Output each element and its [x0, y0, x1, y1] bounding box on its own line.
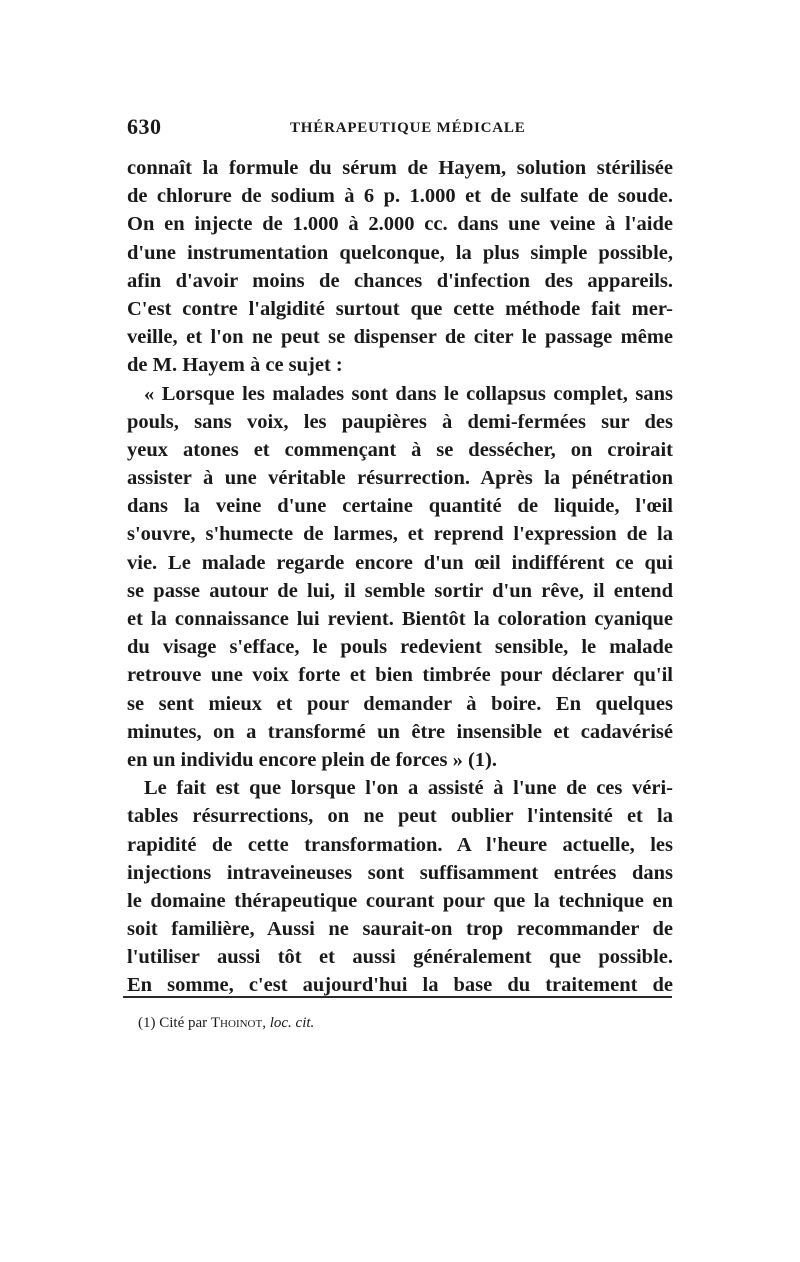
- page-header: [123, 112, 672, 142]
- text-line: du visage s'efface, le pouls redevient sensible, le malade: [127, 636, 673, 659]
- text-line: retrouve une voix forte et bien timbrée pour déclarer qu'il: [127, 664, 673, 687]
- text-line: de chlorure de sodium à 6 p. 1.000 et de sulfate de soude.: [127, 185, 673, 208]
- text-line: Le fait est que lorsque l'on a assisté à l'une de ces véri-: [144, 777, 673, 800]
- text-line: tables résurrections, on ne peut oublier l'intensité et la: [127, 805, 673, 828]
- text-line: se sent mieux et pour demander à boire. En quelques: [127, 692, 673, 715]
- text-line: l'utiliser aussi tôt et aussi généralement que possible.: [127, 946, 673, 969]
- text-line: et la connaissance lui revient. Bientôt la coloration cyanique: [127, 608, 673, 630]
- text-line: en un individu encore plein de forces » (1).: [127, 748, 497, 771]
- text-line: vie. Le malade regarde encore d'un œil indifférent ce qui: [127, 551, 673, 574]
- footnote-divider: [123, 996, 672, 998]
- text-line: C'est contre l'algidité surtout que cette méthode fait mer-: [127, 297, 673, 320]
- footnote-marker: (1) Cité par: [138, 1015, 208, 1031]
- text-line: En somme, c'est aujourd'hui la base du traitement de: [127, 974, 673, 997]
- text-line: minutes, on a transformé un être insensible et cadavérisé: [127, 720, 673, 743]
- text-line: yeux atones et commençant à se dessécher, on croirait: [127, 438, 673, 461]
- footnote: [138, 1012, 314, 1034]
- text-line: On en injecte de 1.000 à 2.000 cc. dans une veine à l'aide: [127, 213, 673, 236]
- text-line: connaît la formule du sérum de Hayem, solution stérilisée: [127, 157, 673, 179]
- text-line: d'une instrumentation quelconque, la plus simple possible,: [127, 241, 673, 264]
- text-line: veille, et l'on ne peut se dispenser de citer le passage même: [127, 326, 673, 349]
- text-line: soit familière, Aussi ne saurait-on trop recommander de: [127, 918, 673, 941]
- running-title: THÉRAPEUTIQUE MÉDICALE: [290, 120, 526, 136]
- text-line: injections intraveineuses sont suffisamment entrées dans: [127, 861, 673, 884]
- text-line: le domaine thérapeutique courant pour que la technique en: [127, 889, 673, 912]
- text-line: rapidité de cette transformation. A l'heure actuelle, les: [127, 833, 673, 856]
- text-line: pouls, sans voix, les paupières à demi-fermées sur des: [127, 410, 673, 433]
- text-line: s'ouvre, s'humecte de larmes, et reprend l'expression de la: [127, 523, 673, 546]
- text-line: de M. Hayem à ce sujet :: [127, 354, 343, 377]
- text-line: assister à une véritable résurrection. Après la pénétration: [127, 467, 673, 490]
- page-number: 630: [127, 114, 162, 139]
- text-line: afin d'avoir moins de chances d'infection des appareils.: [127, 269, 673, 292]
- body-text: [127, 154, 673, 1000]
- text-line: se passe autour de lui, il semble sortir d'un rêve, il entend: [127, 579, 673, 602]
- footnote-author: Thoinot,: [210, 1015, 266, 1031]
- text-line: « Lorsque les malades sont dans le collapsus complet, sans: [144, 382, 673, 405]
- footnote-reference: loc. cit.: [269, 1015, 315, 1031]
- text-line: dans la veine d'une certaine quantité de liquide, l'œil: [127, 495, 673, 518]
